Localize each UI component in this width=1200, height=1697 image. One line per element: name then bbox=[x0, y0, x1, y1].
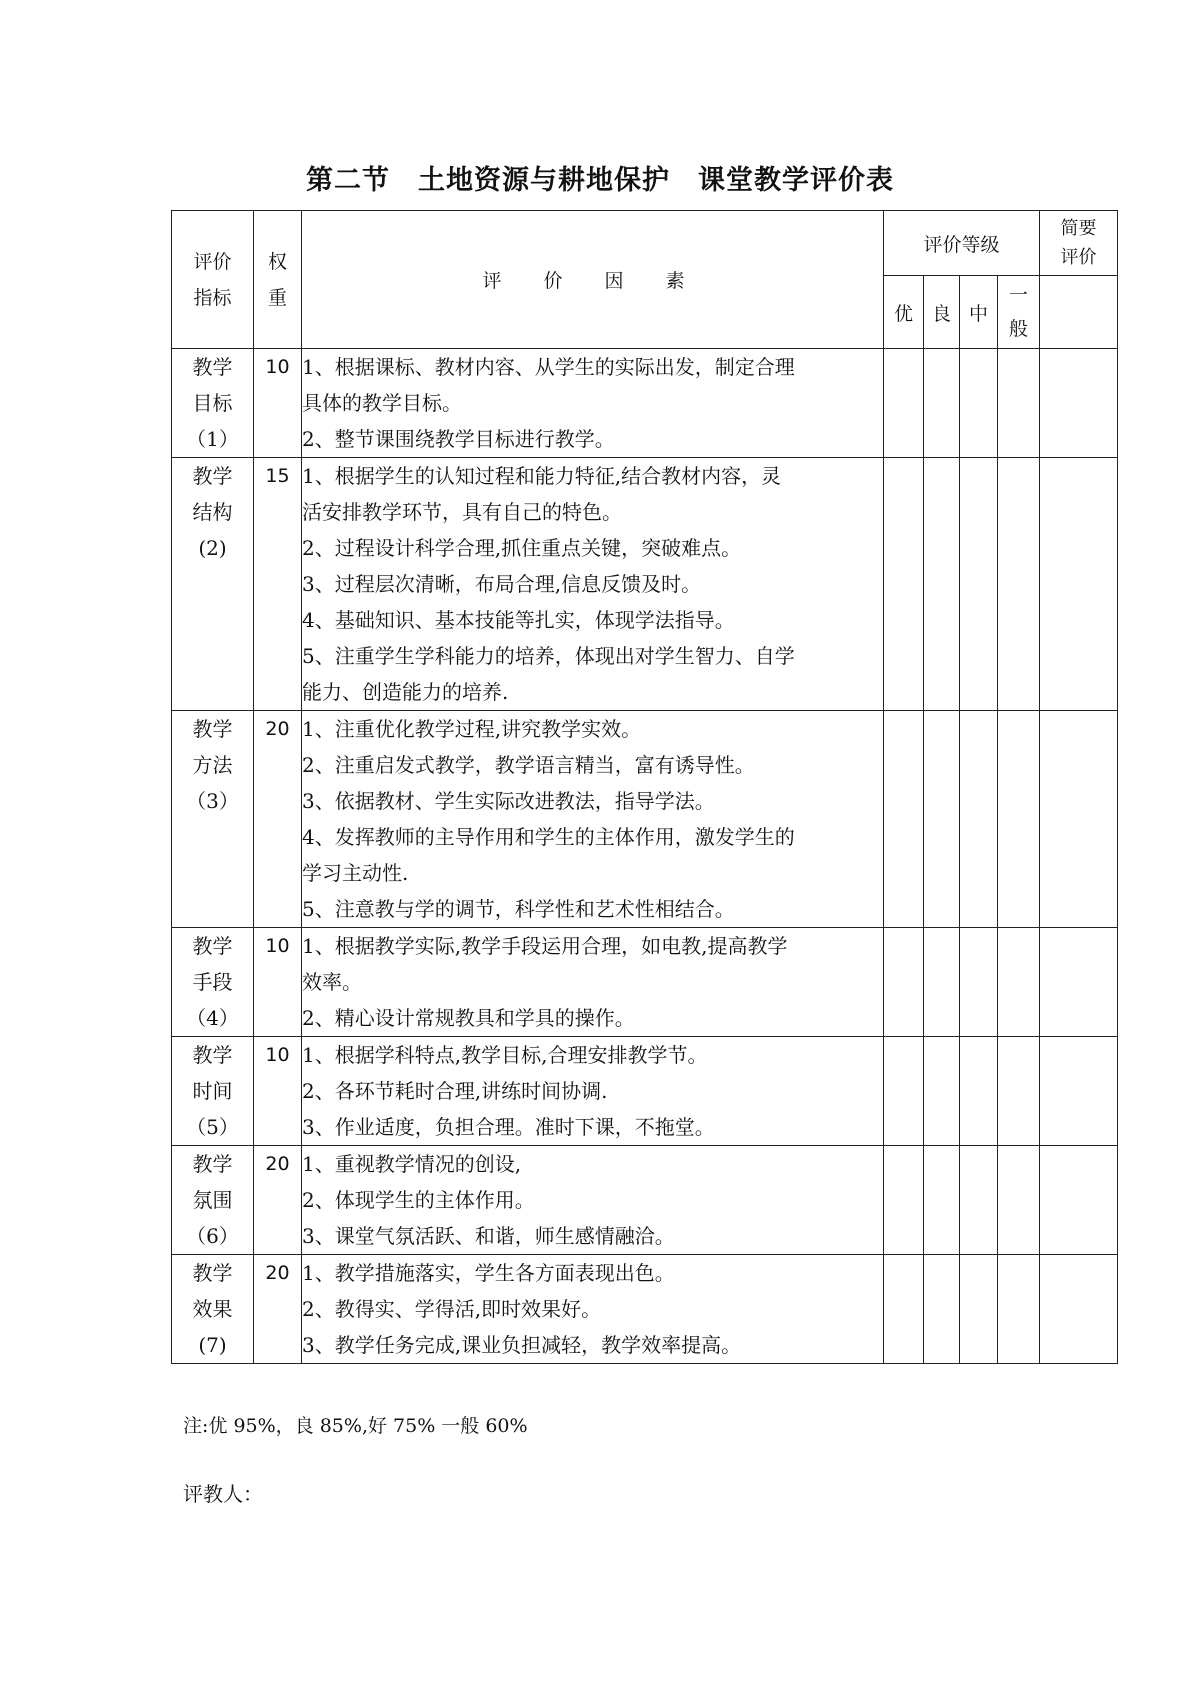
brief-blank[interactable] bbox=[1040, 711, 1118, 928]
grade-blank[interactable] bbox=[998, 928, 1040, 1037]
header-brief-evaluation: 简要 评价 bbox=[1040, 211, 1118, 276]
header-grade-level: 评价等级 bbox=[884, 211, 1040, 276]
weight-cell: 10 bbox=[254, 1037, 302, 1146]
weight-cell: 15 bbox=[254, 458, 302, 711]
indicator-cell: 教学 结构 (2) bbox=[172, 458, 254, 711]
grade-blank[interactable] bbox=[924, 1037, 960, 1146]
grade-blank[interactable] bbox=[924, 349, 960, 458]
weight-cell: 20 bbox=[254, 1146, 302, 1255]
grade-blank[interactable] bbox=[884, 711, 924, 928]
title-section: 第二节 bbox=[306, 165, 390, 196]
table-row bbox=[172, 928, 1118, 1037]
grade-blank[interactable] bbox=[960, 349, 998, 458]
factors-cell: 1、教学措施落实，学生各方面表现出色。 2、教得实、学得活,即时效果好。 3、教学任务完成,课业负担减轻，教学效率提高。 bbox=[302, 1255, 884, 1364]
grade-blank[interactable] bbox=[998, 349, 1040, 458]
indicator-cell: 教学 手段 （4） bbox=[172, 928, 254, 1037]
grade-blank[interactable] bbox=[924, 458, 960, 711]
grade-good: 良 bbox=[924, 276, 960, 349]
indicator-cell: 教学 方法 （3） bbox=[172, 711, 254, 928]
factors-cell: 1、根据学生的认知过程和能力特征,结合教材内容，灵 活安排教学环节，具有自己的特色。 2、过程设计科学合理,抓住重点关键，突破难点。 3、过程层次清晰，布局合理,信息反馈及时。 4、基础知识、基本技能等扎实，体现学法指导。 5、注重学生学科能力的培养，体现出对学生智力、自学 能力、创造能力的培养. bbox=[302, 458, 884, 711]
table-row bbox=[172, 711, 1118, 928]
weight-cell: 20 bbox=[254, 711, 302, 928]
header-weight: 权 重 bbox=[254, 211, 302, 349]
brief-blank[interactable] bbox=[1040, 1146, 1118, 1255]
header-indicator: 评价 指标 bbox=[172, 211, 254, 349]
brief-blank[interactable] bbox=[1040, 349, 1118, 458]
grade-blank[interactable] bbox=[884, 1037, 924, 1146]
grade-blank[interactable] bbox=[884, 1255, 924, 1364]
table-row bbox=[172, 349, 1118, 458]
grade-general: 一 般 bbox=[998, 276, 1040, 349]
indicator-cell: 教学 目标 （1） bbox=[172, 349, 254, 458]
indicator-cell: 教学 氛围 （6） bbox=[172, 1146, 254, 1255]
brief-blank[interactable] bbox=[1040, 928, 1118, 1037]
grade-blank[interactable] bbox=[960, 1146, 998, 1255]
factors-cell: 1、根据教学实际,教学手段运用合理，如电教,提高教学 效率。 2、精心设计常规教具和学具的操作。 bbox=[302, 928, 884, 1037]
weight-cell: 10 bbox=[254, 928, 302, 1037]
grade-blank[interactable] bbox=[960, 711, 998, 928]
grade-blank[interactable] bbox=[960, 1255, 998, 1364]
grade-blank[interactable] bbox=[884, 349, 924, 458]
factors-cell: 1、根据学科特点,教学目标,合理安排教学节。 2、各环节耗时合理,讲练时间协调. 3、作业适度，负担合理。准时下课，不拖堂。 bbox=[302, 1037, 884, 1146]
grade-blank[interactable] bbox=[998, 711, 1040, 928]
grade-blank[interactable] bbox=[998, 458, 1040, 711]
grade-blank[interactable] bbox=[884, 458, 924, 711]
table-row bbox=[172, 1146, 1118, 1255]
evaluation-table bbox=[171, 210, 1118, 1364]
header-factors: 评 价 因 素 bbox=[302, 211, 884, 349]
grade-blank[interactable] bbox=[924, 1146, 960, 1255]
title-form-name: 课堂教学评价表 bbox=[698, 165, 894, 196]
grade-blank[interactable] bbox=[960, 928, 998, 1037]
grade-blank[interactable] bbox=[884, 1146, 924, 1255]
brief-blank[interactable] bbox=[1040, 1037, 1118, 1146]
brief-blank[interactable] bbox=[1040, 458, 1118, 711]
grade-blank[interactable] bbox=[960, 1037, 998, 1146]
grade-blank[interactable] bbox=[924, 711, 960, 928]
brief-evaluation-blank[interactable] bbox=[1040, 276, 1118, 349]
grade-blank[interactable] bbox=[884, 928, 924, 1037]
factors-cell: 1、注重优化教学过程,讲究教学实效。 2、注重启发式教学，教学语言精当，富有诱导性。 3、依据教材、学生实际改进教法，指导学法。 4、发挥教师的主导作用和学生的主体作用，激发学生的 学习主动性. 5、注意教与学的调节，科学性和艺术性相结合。 bbox=[302, 711, 884, 928]
grade-excellent: 优 bbox=[884, 276, 924, 349]
title-topic: 土地资源与耕地保护 bbox=[418, 165, 670, 196]
grading-note: 注:优 95%，良 85%,好 75% 一般 60% bbox=[183, 1415, 528, 1437]
grade-blank[interactable] bbox=[998, 1037, 1040, 1146]
header-row-1 bbox=[172, 211, 1118, 276]
factors-cell: 1、重视教学情况的创设, 2、体现学生的主体作用。 3、课堂气氛活跃、和谐，师生感情融洽。 bbox=[302, 1146, 884, 1255]
weight-cell: 10 bbox=[254, 349, 302, 458]
table-row bbox=[172, 458, 1118, 711]
factors-cell: 1、根据课标、教材内容、从学生的实际出发，制定合理 具体的教学目标。 2、整节课围绕教学目标进行教学。 bbox=[302, 349, 884, 458]
indicator-cell: 教学 时间 （5） bbox=[172, 1037, 254, 1146]
brief-blank[interactable] bbox=[1040, 1255, 1118, 1364]
grade-blank[interactable] bbox=[924, 1255, 960, 1364]
page-title bbox=[0, 158, 1200, 197]
grade-blank[interactable] bbox=[998, 1255, 1040, 1364]
table-row bbox=[172, 1255, 1118, 1364]
weight-cell: 20 bbox=[254, 1255, 302, 1364]
grade-blank[interactable] bbox=[960, 458, 998, 711]
grade-blank[interactable] bbox=[998, 1146, 1040, 1255]
indicator-cell: 教学 效果 (7) bbox=[172, 1255, 254, 1364]
grade-medium: 中 bbox=[960, 276, 998, 349]
table-row bbox=[172, 1037, 1118, 1146]
grade-blank[interactable] bbox=[924, 928, 960, 1037]
evaluator-label: 评教人： bbox=[183, 1482, 263, 1506]
